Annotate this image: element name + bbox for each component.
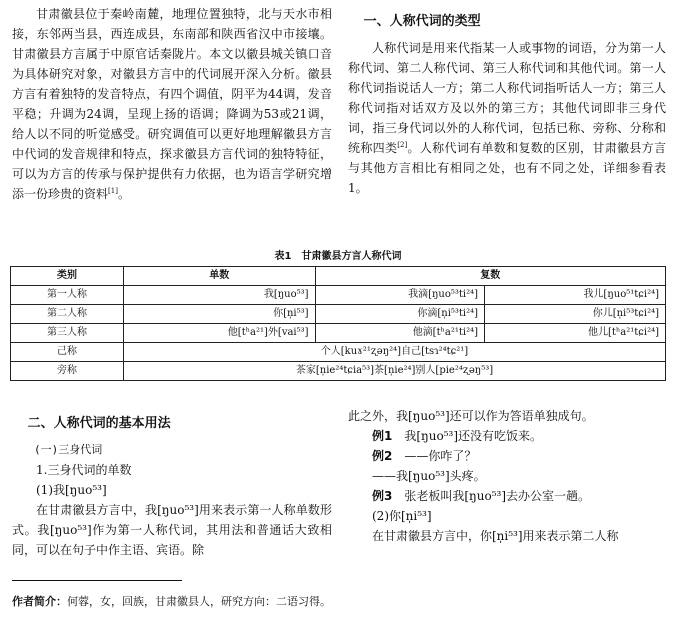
- row-category: 旁称: [11, 362, 124, 381]
- row-category: 第二人称: [11, 305, 124, 324]
- example-label: 例1: [372, 429, 393, 443]
- example-text: 张老板叫我[ŋuo⁵³]去办公室一趟。: [404, 489, 591, 503]
- example-2-answer: ——我[ŋuo⁵³]头疼。: [372, 469, 486, 483]
- row-category: 第三人称: [11, 324, 124, 343]
- subheading-singular: 1.三身代词的单数: [36, 463, 132, 477]
- footnote-divider: [12, 580, 182, 581]
- row-singular: 你[n̩i⁵³]: [124, 305, 316, 324]
- section2-title: 二、人称代词的基本用法: [27, 416, 171, 431]
- example-1: [348, 426, 666, 446]
- author-note-text: 何蓉，女，回族，甘肃徽县人，研究方向：二语习得。: [67, 595, 331, 608]
- header-singular: 单数: [124, 267, 316, 286]
- table-header-row: [11, 267, 666, 286]
- row-category: 第一人称: [11, 286, 124, 305]
- table-row: [11, 362, 666, 381]
- section1-text: 人称代词是用来代指某一人或事物的词语，分为第一人称代词、第二人称代词、第三人称代词和其他代词。第一人称代词指说话人一方；第二人称代词指听话人一方；第三人称代词指对话双方及以外的第三方；其他代词即非三身代词，指三身代词以外的人称代词，包括已称、旁称、分称和统称四类: [348, 41, 666, 155]
- example-3: [348, 486, 666, 506]
- intro-text: 甘肃徽县位于秦岭南麓，地理位置独特，北与天水市相接，东邻两当县，西连成县，东南部和陕西省汉中市接壤。甘肃徽县方言属于中原官话秦陇片。本文以徽县城关镇口音为具体研究对象，对徽县方言中的代词展开深入分析。徽县方言有着独特的发音特点，有四个调值，阴平为44调，发音平稳；升调为24调，呈现上扬的语调；降调为53或21调，给人以不同的听觉感受。研究调值可以更好地理解徽县方言中代词的发音规律和特点，探求徽县方言代词的独特特征，可以为方言的传承与保护提供有力依据，也为语言学研究增添一份珍贵的资料: [12, 7, 332, 201]
- row-plural-a: 我滴[ŋuo⁵³ti²⁴]: [315, 286, 485, 305]
- section2-right-column: [348, 406, 666, 546]
- section1-paragraph: [348, 38, 666, 198]
- row-plural-a: 他滴[tʰa²¹ti²⁴]: [315, 324, 485, 343]
- pronoun-table: [10, 266, 666, 381]
- subheading-three-persons: (一)三身代词: [34, 443, 103, 456]
- row-singular: 他[tʰa²¹]外[vai⁵³]: [124, 324, 316, 343]
- author-note: [12, 594, 331, 610]
- table-row: [11, 286, 666, 305]
- section1-text-end: 。人称代词有单数和复数的区别，甘肃徽县方言与其他方言相比有相同之处，也有不同之处，详细参看表1。: [348, 141, 666, 195]
- body-paragraph: 在甘肃徽县方言中，你[n̩i⁵³]用来表示第二人称: [372, 529, 619, 543]
- example-label: 例2: [372, 449, 393, 463]
- row-plural-b: 你儿[n̩i⁵³tɕi²⁴]: [485, 305, 666, 324]
- row-merged-value: 个人[kuɤ²¹ʐəŋ²⁴]自己[tsɿ²⁴tɕ²¹]: [124, 343, 666, 362]
- citation-2[interactable]: [2]: [397, 141, 408, 149]
- section2-left-column: [12, 406, 332, 560]
- row-plural-a: 你滴[n̩i⁵³ti²⁴]: [315, 305, 485, 324]
- header-plural: 复数: [315, 267, 665, 286]
- example-2: [348, 446, 666, 466]
- intro-paragraph: [12, 4, 332, 204]
- author-note-label: 作者简介：: [12, 595, 67, 608]
- example-text: 我[ŋuo⁵³]还没有吃饭来。: [404, 429, 543, 443]
- example-label: 例3: [372, 489, 393, 503]
- row-plural-b: 我儿[ŋuo⁵¹tɕi²⁴]: [485, 286, 666, 305]
- table-caption: 表1 甘肃徽县方言人称代词: [274, 251, 402, 262]
- subheading-ni: (2)你[n̩i⁵³]: [372, 509, 432, 523]
- body-paragraph-continued: 此之外，我[ŋuo⁵³]还可以作为答语单独成句。: [348, 409, 594, 423]
- row-merged-value: 茶家[n̩ie²⁴tɕia⁵³]茶[n̩ie²⁴]别人[pie²⁴ʐəŋ⁵³]: [124, 362, 666, 381]
- table-row: [11, 324, 666, 343]
- row-singular: 我[ŋuo⁵³]: [124, 286, 316, 305]
- subheading-wo: (1)我[ŋuo⁵³]: [36, 483, 107, 497]
- row-plural-b: 他儿[tʰa²¹tɕi²⁴]: [485, 324, 666, 343]
- table-row: [11, 305, 666, 324]
- body-paragraph: 在甘肃徽县方言中，我[ŋuo⁵³]用来表示第一人称单数形式。我[ŋuo⁵³]作为第一人称代词，其用法和普通话大致相同，可以在句子中作主语、宾语。除: [12, 503, 332, 557]
- example-text: ——你咋了？: [404, 449, 477, 463]
- citation-1[interactable]: [1]: [108, 187, 118, 195]
- row-category: 己称: [11, 343, 124, 362]
- section1-column: [348, 4, 666, 198]
- intro-column: [12, 4, 332, 204]
- table-row: [11, 343, 666, 362]
- section1-title: 一、人称代词的类型: [363, 14, 481, 29]
- intro-text-end: 。: [117, 187, 130, 201]
- header-category: 类别: [11, 267, 124, 286]
